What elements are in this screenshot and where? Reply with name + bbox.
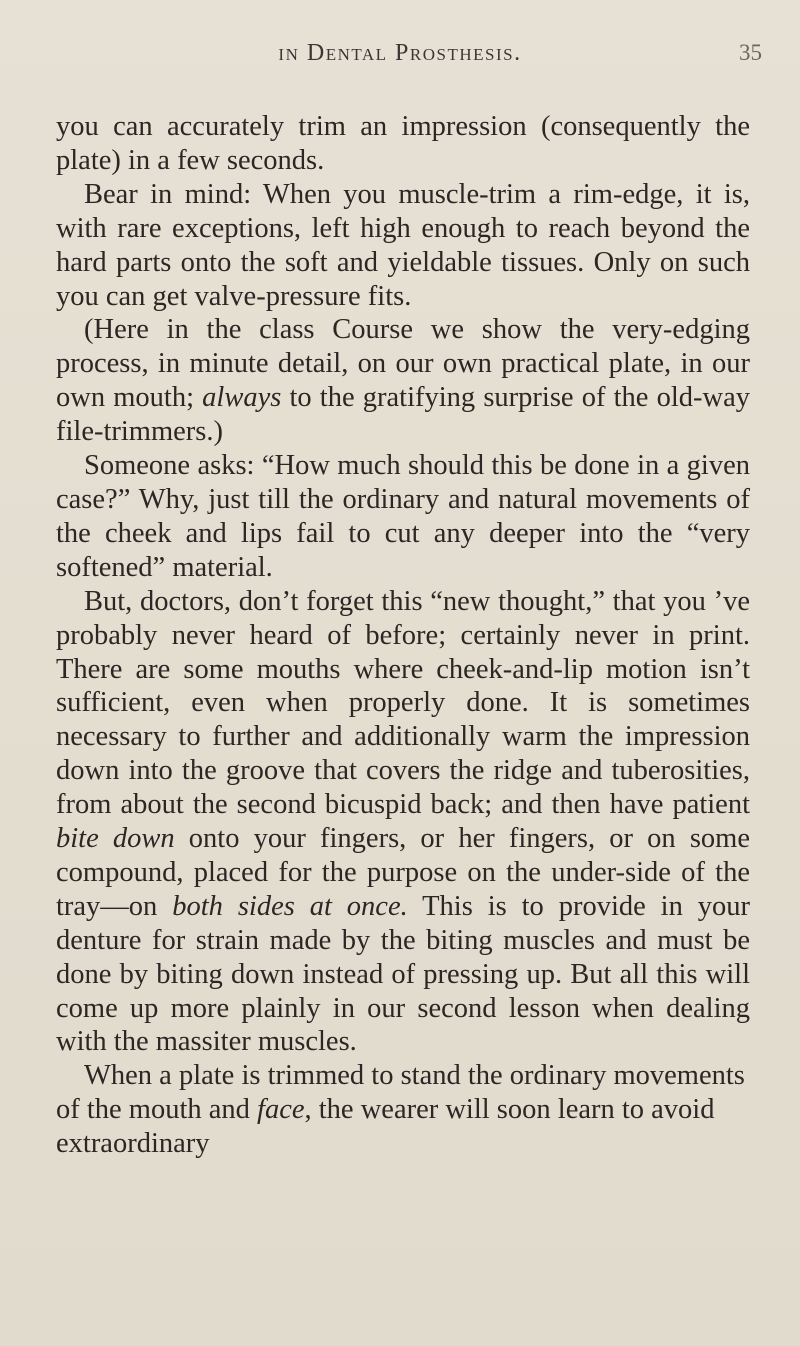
paragraph bbox=[56, 110, 750, 178]
paragraph-text: But, doctors, don’t forget this “new thought,” that you ’ve probably never heard of before; certainly never in print. There are some mouths where cheek‑and‑lip motion isn’t sufficient, even when properly done. It is sometimes necessary to further and additionally warm the impression down into the groove that covers the ridge and tuberosities, from about the second bicuspid back; and then have patient bbox=[56, 585, 750, 821]
emphasized-text: always bbox=[202, 382, 282, 414]
paragraph-text: you can accurately trim an impression (consequently the plate) in a few seconds. bbox=[56, 111, 750, 176]
paragraph-text: When a plate is trimmed to stand the ordinary movements of the mouth and bbox=[56, 1060, 745, 1126]
paragraph-text: Bear in mind: When you muscle‑trim a rim‑edge, it is, with rare exceptions, left high enough to reach beyond the hard parts onto the soft and yieldable tissues. Only on such you can get valve‑pressure fits. bbox=[56, 178, 750, 312]
paragraph-text: onto your fingers, or her fingers, or on some compound, placed for the purpose on the under-side of the tray—on bbox=[56, 823, 750, 922]
running-head bbox=[0, 40, 800, 76]
body-text bbox=[56, 110, 750, 1161]
paragraph-text: to the gratifying surprise of the old‑way file-trimmers.) bbox=[56, 382, 750, 448]
running-head-title: in Dental Prosthesis. bbox=[278, 40, 522, 66]
paragraph-text: (Here in the class Course we show the very‑edging process, in minute detail, on our own practical plate, in our own mouth; bbox=[56, 314, 750, 414]
paragraph bbox=[56, 1059, 750, 1161]
page-number: 35 bbox=[739, 40, 762, 65]
paragraph bbox=[56, 585, 750, 1060]
paragraph bbox=[56, 178, 750, 314]
paragraph-text: This is to provide in your denture for strain made by the biting muscles and must be done by biting down instead of pressing up. But all this will come up more plainly in our second lesson when dealing with the massiter muscles. bbox=[56, 890, 750, 1058]
emphasized-text: both sides at once. bbox=[172, 890, 408, 922]
emphasized-text: face bbox=[257, 1094, 305, 1126]
paragraph bbox=[56, 449, 750, 585]
paragraph bbox=[56, 313, 750, 449]
paragraph-text: , the wearer will soon learn to avoid extraordinary bbox=[56, 1094, 715, 1160]
emphasized-text: bite down bbox=[56, 823, 175, 855]
paragraph-text: Someone asks: “How much should this be done in a given case?” Why, just till the ordinary and natural movements of the cheek and lips fail to cut any deeper into the “very softened” material. bbox=[56, 450, 750, 583]
